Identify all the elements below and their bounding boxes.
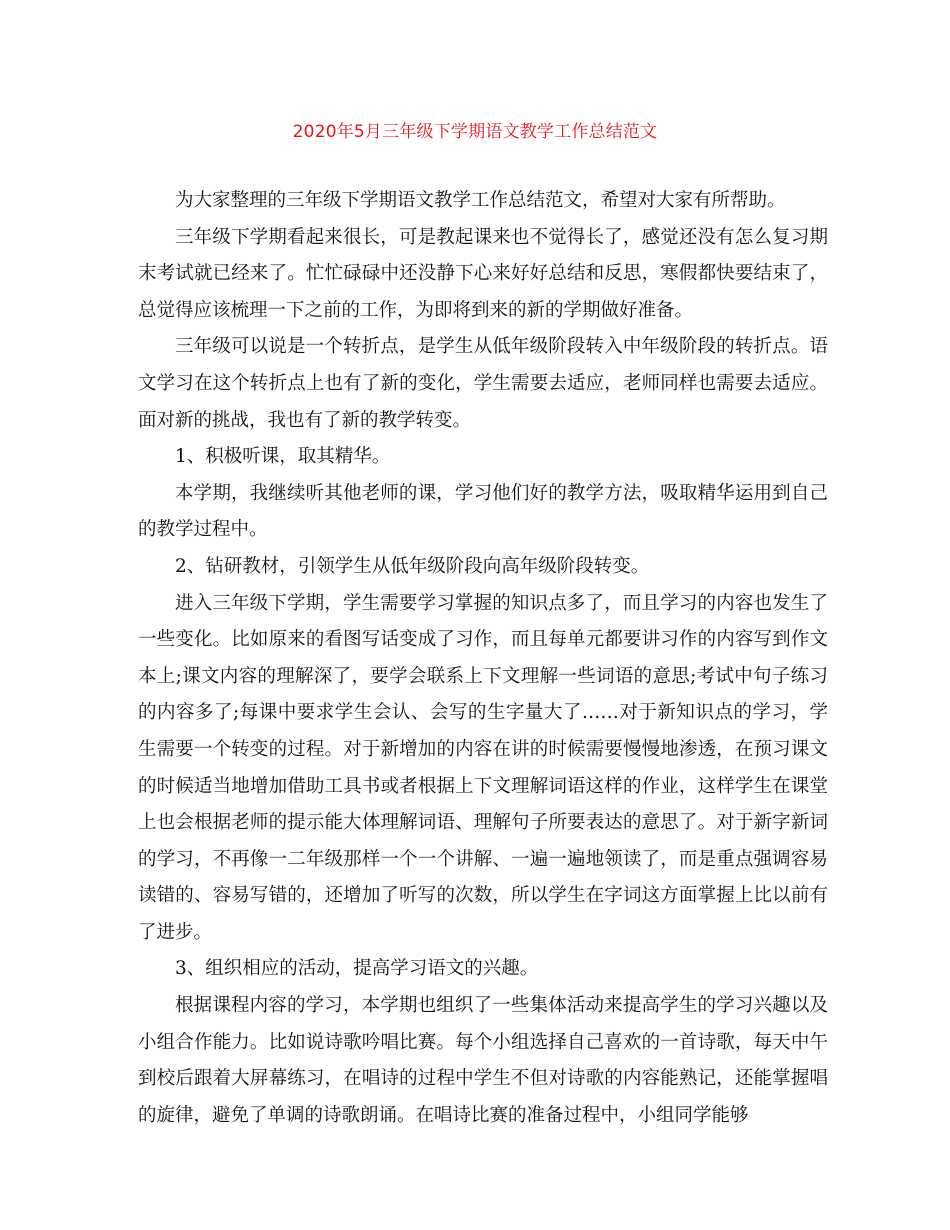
paragraph-turning-point: 三年级可以说是一个转折点，是学生从低年级阶段转入中年级阶段的转折点。语文学习在这个转折点上也有了新的变化，学生需要去适应，老师同样也需要去适应。面对新的挑战，我也有了新的教学转变。 bbox=[138, 336, 828, 431]
document-body bbox=[138, 183, 828, 1134]
section-heading-1: 1、积极听课，取其精华。 bbox=[175, 446, 391, 468]
paragraph-reflection: 三年级下学期看起来很长，可是教起课来也不觉得长了，感觉还没有怎么复习期末考试就已经来了。忙忙碌碌中还没静下心来好好总结和反思，寒假都快要结束了，总觉得应该梳理一下之前的工作，为即将到来的新的学期做好准备。 bbox=[138, 226, 828, 321]
paragraph-section-1: 本学期，我继续听其他老师的课，学习他们好的教学方法，吸取精华运用到自己的教学过程中。 bbox=[138, 482, 828, 541]
paragraph-section-2: 进入三年级下学期，学生需要学习掌握的知识点多了，而且学习的内容也发生了一些变化。比如原来的看图写话变成了习作，而且每单元都要讲习作的内容写到作文本上;课文内容的理解深了，要学会联系上下文理解一些词语的意思;考试中句子练习的内容多了;每课中要求学生会认、会写的生字量大了……对于新知识点的学习，学生需要一个转变的过程。对于新增加的内容在讲的时候需要慢慢地渗透，在预习课文的时候适当地增加借助工具书或者根据上下文理解词语这样的作业，这样学生在课堂上也会根据老师的提示能大体理解词语、理解句子所要表达的意思了。对于新字新词的学习，不再像一二年级那样一个一个讲解、一遍一遍地领读了，而是重点强调容易读错的、容易写错的，还增加了听写的次数，所以学生在字词这方面掌握上比以前有了进步。 bbox=[138, 592, 828, 943]
document-title: 2020年5月三年级下学期语文教学工作总结范文 bbox=[292, 122, 658, 142]
section-heading-2: 2、钻研教材，引领学生从低年级阶段向高年级阶段转变。 bbox=[175, 555, 650, 577]
paragraph-section-3: 根据课程内容的学习，本学期也组织了一些集体活动来提高学生的学习兴趣以及小组合作能力。比如说诗歌吟唱比赛。每个小组选择自己喜欢的一首诗歌，每天中午到校后跟着大屏幕练习，在唱诗的过程中学生不但对诗歌的内容能熟记，还能掌握唱的旋律，避免了单调的诗歌朗诵。在唱诗比赛的准备过程中，小组同学能够 bbox=[138, 995, 828, 1126]
section-heading-3: 3、组织相应的活动，提高学习语文的兴趣。 bbox=[175, 958, 539, 980]
paragraph-intro: 为大家整理的三年级下学期语文教学工作总结范文，希望对大家有所帮助。 bbox=[175, 190, 786, 211]
